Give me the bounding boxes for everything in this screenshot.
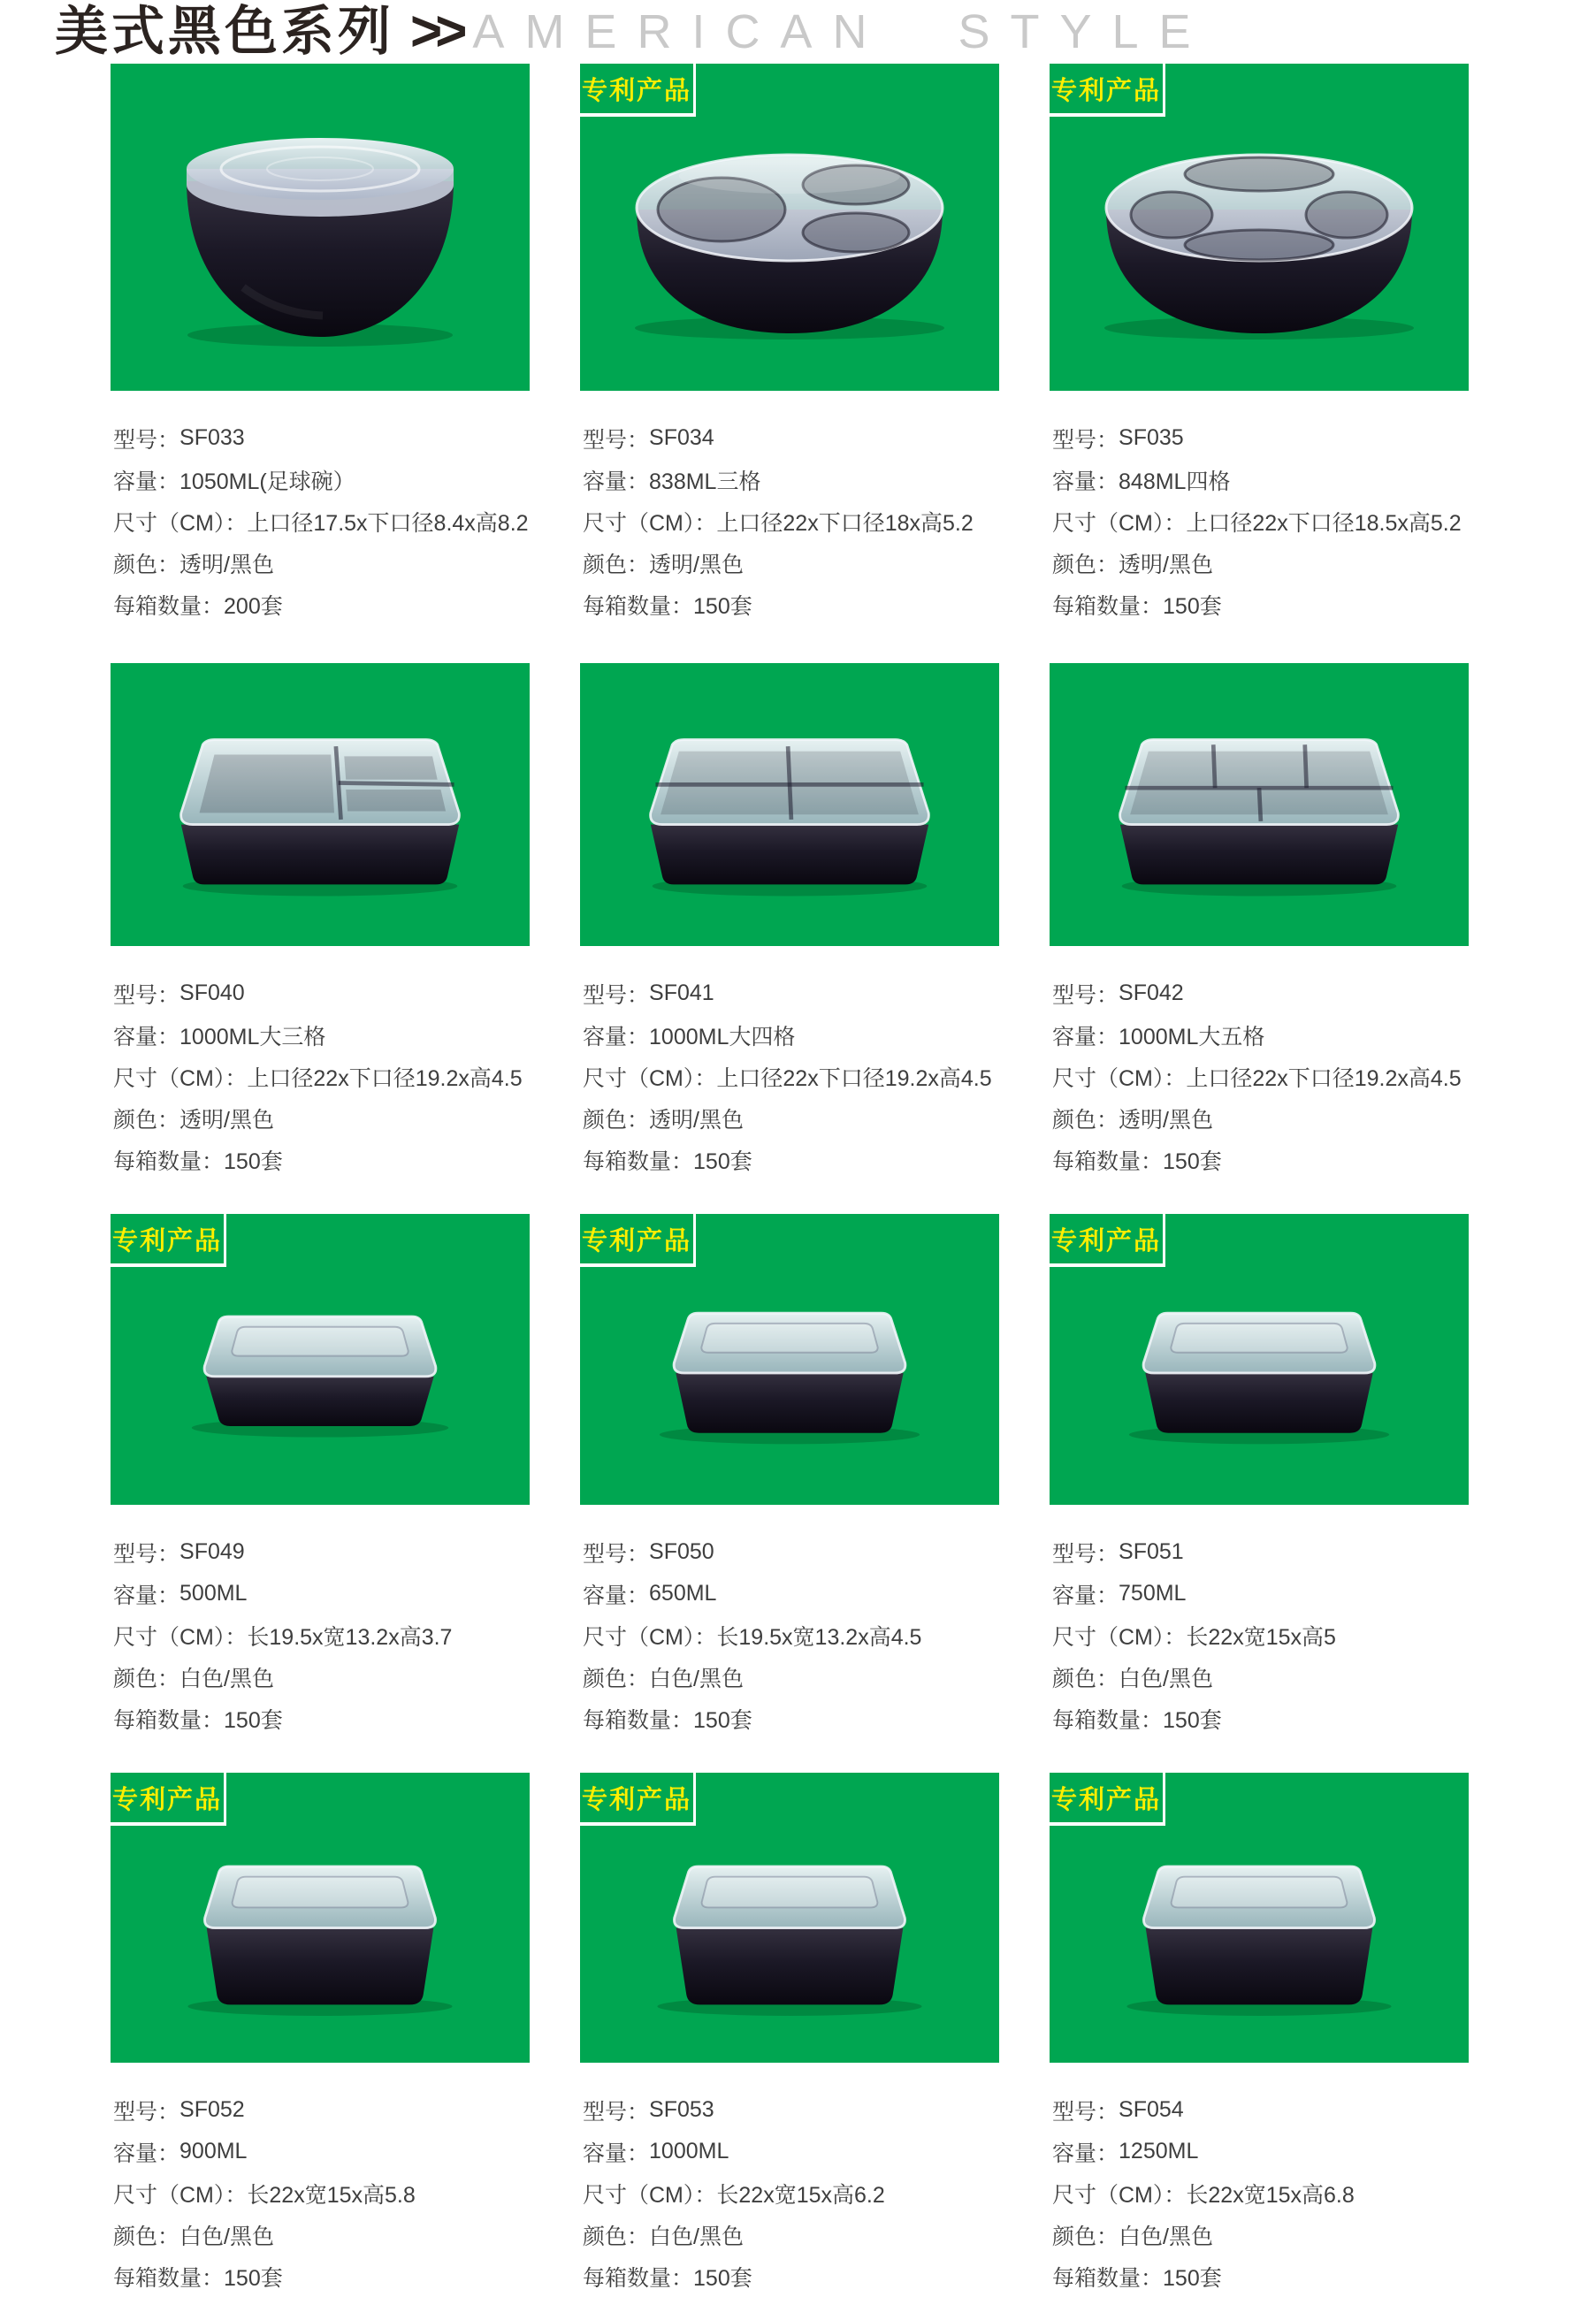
spec-model-value: SF051 (1119, 1539, 1184, 1564)
spec-size-label: 尺寸（CM）： (583, 2182, 717, 2208)
spec-color-value: 白色/黑色 (1119, 1666, 1213, 1691)
product-card-sf041 (580, 663, 999, 1214)
product-card-sf033 (111, 64, 530, 663)
spec-size (583, 2172, 999, 2214)
spec-qty-label: 每箱数量： (113, 1148, 225, 1174)
rect-4-compartment-image (580, 663, 999, 946)
spec-model-value: SF042 (1119, 981, 1184, 1005)
spec-qty-label: 每箱数量： (583, 1707, 694, 1733)
spec-qty (113, 584, 530, 625)
patent-badge (580, 64, 696, 117)
patent-badge-label: 专利产品 (581, 76, 691, 105)
spec-model (113, 1531, 530, 1573)
spec-size (583, 500, 999, 542)
product-card-sf035 (1050, 64, 1469, 663)
spec-size-value: 上口径22x下口径19.2x高4.5 (1186, 1065, 1462, 1091)
spec-color-label: 颜色： (583, 2224, 650, 2249)
spec-model (1052, 2089, 1469, 2131)
product-photo (580, 64, 999, 391)
spec-model (1052, 1531, 1469, 1573)
spec-model-value: SF052 (179, 2097, 245, 2122)
spec-capacity (583, 1014, 999, 1056)
spec-qty (1052, 584, 1469, 625)
product-specs (580, 1505, 999, 1739)
product-specs (1050, 946, 1469, 1180)
patent-badge (1050, 1773, 1165, 1826)
spec-size-value: 长22x宽15x高6.8 (1186, 2182, 1355, 2208)
spec-model-label: 型号： (1052, 427, 1119, 453)
spec-capacity (583, 2131, 999, 2172)
spec-capacity-label: 容量： (113, 1024, 180, 1049)
spec-size-value: 上口径22x下口径19.2x高4.5 (716, 1065, 992, 1091)
product-photo (1050, 64, 1469, 391)
spec-color-value: 白色/黑色 (649, 1666, 744, 1691)
product-photo (580, 1773, 999, 2063)
patent-badge (580, 1773, 696, 1826)
spec-size-label: 尺寸（CM）： (113, 1065, 248, 1091)
spec-model-label: 型号： (1052, 982, 1119, 1008)
spec-capacity-label: 容量： (583, 1583, 650, 1608)
spec-model-label: 型号： (113, 982, 180, 1008)
spec-model-value: SF053 (649, 2097, 714, 2122)
spec-model (583, 1531, 999, 1573)
spec-model-value: SF049 (179, 1539, 245, 1564)
spec-qty (583, 2255, 999, 2297)
spec-size-value: 长22x宽15x高6.2 (716, 2182, 885, 2208)
spec-color-value: 白色/黑色 (1119, 2224, 1213, 2249)
spec-qty-label: 每箱数量： (1052, 1707, 1164, 1733)
spec-qty-value: 150套 (1163, 1148, 1222, 1174)
spec-size-label: 尺寸（CM）： (1052, 1624, 1187, 1650)
spec-capacity (1052, 1573, 1469, 1614)
rect-3-compartment-image (111, 663, 530, 946)
spec-qty (583, 1698, 999, 1739)
spec-color-label: 颜色： (113, 2224, 180, 2249)
patent-badge (1050, 64, 1165, 117)
spec-model-label: 型号： (113, 2099, 180, 2125)
spec-color-value: 白色/黑色 (179, 2224, 274, 2249)
spec-model-label: 型号： (583, 1541, 650, 1567)
patent-badge-label: 专利产品 (111, 1785, 222, 1814)
product-photo (111, 1773, 530, 2063)
spec-qty (113, 1698, 530, 1739)
spec-capacity (1052, 2131, 1469, 2172)
spec-capacity-label: 容量： (583, 1024, 650, 1049)
spec-qty-value: 200套 (224, 593, 283, 619)
spec-capacity (1052, 459, 1469, 500)
spec-size-label: 尺寸（CM）： (1052, 510, 1187, 536)
spec-color-label: 颜色： (583, 1666, 650, 1691)
spec-size (113, 500, 530, 542)
spec-size-value: 上口径17.5x下口径8.4x高8.2 (247, 510, 529, 536)
spec-capacity-label: 容量： (1052, 1024, 1119, 1049)
spec-color (113, 2214, 530, 2255)
spec-qty-label: 每箱数量： (113, 1707, 225, 1733)
spec-size-value: 长19.5x宽13.2x高4.5 (716, 1624, 922, 1650)
product-card-sf051 (1050, 1214, 1469, 1773)
spec-qty-label: 每箱数量： (1052, 593, 1164, 619)
page-title-chinese: 美式黑色系列 (55, 2, 394, 61)
spec-color (113, 542, 530, 584)
spec-qty-label: 每箱数量： (113, 593, 225, 619)
spec-qty (1052, 1698, 1469, 1739)
spec-size (1052, 500, 1469, 542)
spec-size-value: 上口径22x下口径18.5x高5.2 (1186, 510, 1462, 536)
patent-badge-label: 专利产品 (1050, 1785, 1161, 1814)
spec-size-value: 长19.5x宽13.2x高3.7 (247, 1624, 453, 1650)
spec-capacity-value: 900ML (179, 2139, 248, 2163)
spec-size-label: 尺寸（CM）： (113, 510, 248, 536)
spec-model-value: SF054 (1119, 2097, 1184, 2122)
spec-capacity-label: 容量： (1052, 2141, 1119, 2166)
spec-capacity-label: 容量： (583, 2141, 650, 2166)
product-card-sf049 (111, 1214, 530, 1773)
spec-color-label: 颜色： (1052, 1666, 1119, 1691)
spec-capacity-value: 838ML三格 (649, 469, 761, 494)
spec-qty (113, 1139, 530, 1180)
patent-badge-label: 专利产品 (1050, 76, 1161, 105)
spec-model-value: SF041 (649, 981, 714, 1005)
product-photo (1050, 1773, 1469, 2063)
product-card-sf042 (1050, 663, 1469, 1214)
spec-capacity-value: 650ML (649, 1581, 717, 1606)
spec-model-label: 型号： (1052, 2099, 1119, 2125)
spec-size (113, 2172, 530, 2214)
spec-color (583, 1097, 999, 1139)
spec-size-label: 尺寸（CM）： (583, 510, 717, 536)
spec-qty-value: 150套 (224, 1148, 283, 1174)
spec-capacity-value: 1250ML (1119, 2139, 1199, 2163)
spec-model (583, 973, 999, 1014)
spec-capacity (1052, 1014, 1469, 1056)
spec-color (1052, 1656, 1469, 1698)
spec-qty-value: 150套 (1163, 593, 1222, 619)
spec-model-label: 型号： (583, 982, 650, 1008)
spec-qty (583, 584, 999, 625)
spec-model (583, 2089, 999, 2131)
spec-color-label: 颜色： (113, 552, 180, 577)
spec-model (113, 2089, 530, 2131)
spec-model (113, 973, 530, 1014)
spec-qty-value: 150套 (693, 593, 752, 619)
patent-badge-label: 专利产品 (111, 1226, 222, 1255)
spec-color-label: 颜色： (1052, 2224, 1119, 2249)
product-photo (111, 663, 530, 946)
spec-color-value: 透明/黑色 (179, 552, 274, 577)
spec-capacity (583, 1573, 999, 1614)
product-card-sf052 (111, 1773, 530, 2291)
spec-model-value: SF050 (649, 1539, 714, 1564)
spec-qty-label: 每箱数量： (583, 1148, 694, 1174)
product-photo (580, 663, 999, 946)
patent-badge (580, 1214, 696, 1267)
spec-size (1052, 1056, 1469, 1097)
spec-capacity-label: 容量： (1052, 469, 1119, 494)
spec-qty-label: 每箱数量： (1052, 1148, 1164, 1174)
spec-model-label: 型号： (583, 2099, 650, 2125)
double-chevron-icon: >> (410, 0, 461, 64)
spec-capacity-label: 容量： (1052, 1583, 1119, 1608)
spec-capacity-label: 容量： (113, 469, 180, 494)
spec-capacity-value: 500ML (179, 1581, 248, 1606)
spec-capacity-label: 容量： (113, 1583, 180, 1608)
spec-qty-value: 150套 (693, 2265, 752, 2291)
spec-qty-label: 每箱数量： (583, 2265, 694, 2291)
page-title-english: AMERICAN STYLE (472, 5, 1211, 58)
spec-model (1052, 417, 1469, 459)
spec-capacity (113, 1573, 530, 1614)
spec-qty-value: 150套 (224, 2265, 283, 2291)
patent-badge (1050, 1214, 1165, 1267)
spec-size-label: 尺寸（CM）： (1052, 1065, 1187, 1091)
product-specs (1050, 1505, 1469, 1739)
spec-qty-value: 150套 (1163, 2265, 1222, 2291)
product-photo (580, 1214, 999, 1505)
spec-size (1052, 1614, 1469, 1656)
product-card-sf040 (111, 663, 530, 1214)
spec-size (113, 1056, 530, 1097)
spec-size-label: 尺寸（CM）： (583, 1065, 717, 1091)
patent-badge-label: 专利产品 (1050, 1226, 1161, 1255)
spec-color-value: 透明/黑色 (179, 1107, 274, 1133)
patent-badge-label: 专利产品 (581, 1785, 691, 1814)
spec-model-value: SF033 (179, 425, 245, 450)
spec-capacity (113, 2131, 530, 2172)
product-photo (111, 64, 530, 391)
spec-color-label: 颜色： (583, 552, 650, 577)
spec-qty-value: 150套 (1163, 1707, 1222, 1733)
spec-color-value: 透明/黑色 (649, 552, 744, 577)
spec-size-value: 长22x宽15x高5 (1186, 1624, 1336, 1650)
spec-size (113, 1614, 530, 1656)
spec-capacity (113, 1014, 530, 1056)
spec-color-label: 颜色： (1052, 552, 1119, 577)
spec-size-label: 尺寸（CM）： (1052, 2182, 1187, 2208)
spec-color-label: 颜色： (113, 1666, 180, 1691)
product-specs (580, 2063, 999, 2297)
spec-capacity-value: 1000ML大五格 (1119, 1024, 1265, 1049)
product-specs (1050, 2063, 1469, 2297)
spec-color (1052, 542, 1469, 584)
spec-color-label: 颜色： (113, 1107, 180, 1133)
spec-color (113, 1656, 530, 1698)
product-specs (111, 946, 530, 1180)
product-grid (111, 64, 1596, 2291)
product-card-sf050 (580, 1214, 999, 1773)
product-card-sf034 (580, 64, 999, 663)
spec-size (583, 1614, 999, 1656)
spec-capacity (583, 459, 999, 500)
product-specs (580, 391, 999, 625)
spec-color (583, 542, 999, 584)
spec-model (113, 417, 530, 459)
spec-capacity (113, 459, 530, 500)
spec-model-value: SF034 (649, 425, 714, 450)
spec-model-label: 型号： (583, 427, 650, 453)
spec-qty-label: 每箱数量： (1052, 2265, 1164, 2291)
product-specs (111, 2063, 530, 2297)
spec-size (583, 1056, 999, 1097)
spec-color (113, 1097, 530, 1139)
patent-badge-label: 专利产品 (581, 1226, 691, 1255)
spec-capacity-value: 1000ML大四格 (649, 1024, 796, 1049)
patent-badge (111, 1214, 226, 1267)
spec-capacity-value: 1000ML (649, 2139, 729, 2163)
spec-model-label: 型号： (113, 1541, 180, 1567)
spec-size-value: 长22x宽15x高5.8 (247, 2182, 416, 2208)
product-photo (1050, 1214, 1469, 1505)
spec-capacity-label: 容量： (113, 2141, 180, 2166)
spec-color (1052, 1097, 1469, 1139)
spec-capacity-value: 848ML四格 (1119, 469, 1231, 494)
product-photo (111, 1214, 530, 1505)
product-specs (1050, 391, 1469, 625)
product-specs (111, 1505, 530, 1739)
spec-color-label: 颜色： (583, 1107, 650, 1133)
spec-color-value: 透明/黑色 (1119, 552, 1213, 577)
spec-color-value: 透明/黑色 (649, 1107, 744, 1133)
spec-capacity-label: 容量： (583, 469, 650, 494)
product-specs (580, 946, 999, 1180)
spec-size-value: 上口径22x下口径19.2x高4.5 (247, 1065, 523, 1091)
spec-size-label: 尺寸（CM）： (113, 1624, 248, 1650)
spec-color (1052, 2214, 1469, 2255)
spec-size-value: 上口径22x下口径18x高5.2 (716, 510, 974, 536)
product-card-sf054 (1050, 1773, 1469, 2291)
rect-5-compartment-image (1050, 663, 1469, 946)
product-card-sf053 (580, 1773, 999, 2291)
spec-qty (113, 2255, 530, 2297)
spec-qty-value: 150套 (693, 1707, 752, 1733)
spec-color-value: 透明/黑色 (1119, 1107, 1213, 1133)
page-header (0, 0, 1596, 64)
spec-color-value: 白色/黑色 (179, 1666, 274, 1691)
spec-color-label: 颜色： (1052, 1107, 1119, 1133)
spec-color (583, 2214, 999, 2255)
spec-size-label: 尺寸（CM）： (583, 1624, 717, 1650)
product-photo (1050, 663, 1469, 946)
spec-size-label: 尺寸（CM）： (113, 2182, 248, 2208)
spec-qty-value: 150套 (693, 1148, 752, 1174)
spec-model (583, 417, 999, 459)
spec-color-value: 白色/黑色 (649, 2224, 744, 2249)
spec-qty (1052, 2255, 1469, 2297)
spec-size (1052, 2172, 1469, 2214)
spec-qty (1052, 1139, 1469, 1180)
spec-capacity-value: 1050ML(足球碗） (179, 469, 355, 494)
round-bowl-image (111, 64, 530, 391)
spec-qty-label: 每箱数量： (113, 2265, 225, 2291)
spec-qty (583, 1139, 999, 1180)
product-specs (111, 391, 530, 625)
spec-model-label: 型号： (113, 427, 180, 453)
spec-model (1052, 973, 1469, 1014)
spec-model-value: SF040 (179, 981, 245, 1005)
spec-capacity-value: 1000ML大三格 (179, 1024, 326, 1049)
spec-model-label: 型号： (1052, 1541, 1119, 1567)
patent-badge (111, 1773, 226, 1826)
spec-qty-label: 每箱数量： (583, 593, 694, 619)
spec-color (583, 1656, 999, 1698)
spec-qty-value: 150套 (224, 1707, 283, 1733)
spec-capacity-value: 750ML (1119, 1581, 1187, 1606)
spec-model-value: SF035 (1119, 425, 1184, 450)
